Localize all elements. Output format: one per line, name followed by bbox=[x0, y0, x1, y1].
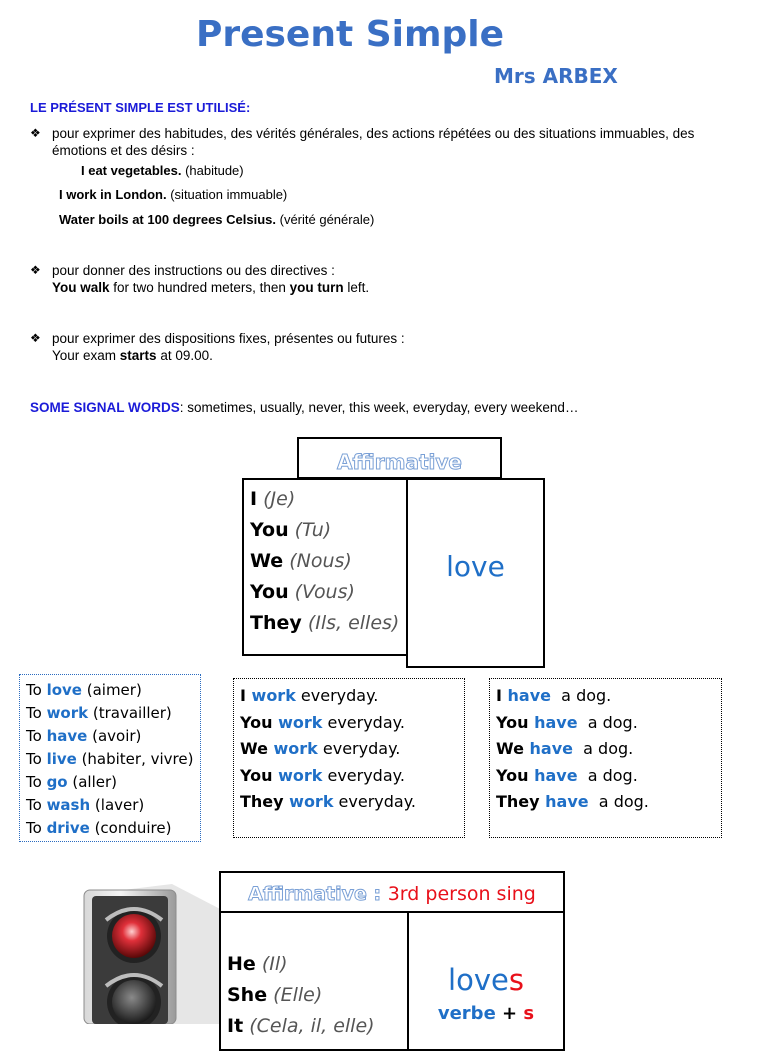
bullet-habits bbox=[30, 125, 752, 159]
example-text: at 09.00. bbox=[156, 348, 213, 363]
verb-list-item bbox=[26, 702, 200, 725]
verb-list-item bbox=[26, 725, 200, 748]
author-name: Mrs ARBEX bbox=[494, 64, 618, 88]
pronoun-en: You bbox=[250, 519, 289, 541]
third-person-verb-box bbox=[407, 911, 565, 1051]
subject: We bbox=[240, 739, 274, 758]
subject: You bbox=[496, 765, 535, 785]
pronoun-row bbox=[250, 515, 406, 546]
to-label: To bbox=[26, 681, 47, 699]
example-bold: Water boils at 100 degrees Celsius. bbox=[59, 212, 276, 227]
rule-plus: + bbox=[495, 1003, 524, 1024]
example-sentence bbox=[240, 763, 464, 790]
sentence-rest: everyday. bbox=[333, 792, 416, 811]
diamond-bullet-icon: ❖ bbox=[30, 263, 41, 277]
pronoun-en: They bbox=[250, 612, 302, 634]
example-sentence bbox=[240, 710, 464, 737]
verb-list-item bbox=[26, 794, 200, 817]
verb-rule bbox=[409, 1003, 563, 1024]
third-person-pronoun-box bbox=[219, 911, 409, 1051]
subject: You bbox=[240, 712, 279, 732]
example-sentence bbox=[240, 736, 464, 763]
work-examples-box bbox=[233, 678, 465, 838]
verb-translation: (travailler) bbox=[88, 704, 172, 722]
pronoun-row bbox=[250, 577, 406, 608]
verb-list-item bbox=[26, 771, 200, 794]
sentence-rest: a dog. bbox=[551, 686, 612, 705]
pronoun-en: He bbox=[227, 953, 256, 975]
verb-word: have bbox=[545, 792, 589, 811]
verb-word: live bbox=[46, 750, 77, 768]
verb-loves bbox=[409, 963, 563, 997]
example-sentence bbox=[496, 763, 721, 790]
verb-word: work bbox=[46, 704, 89, 722]
verb-list-item bbox=[26, 748, 200, 771]
example-note: (habitude) bbox=[181, 163, 244, 178]
subject: They bbox=[496, 792, 546, 811]
to-label: To bbox=[26, 727, 47, 745]
affirmative-label: Affirmative bbox=[337, 450, 462, 474]
pronoun-fr: (Tu) bbox=[294, 519, 332, 541]
example-bold: you turn bbox=[289, 280, 344, 295]
pronoun-fr: (Je) bbox=[263, 488, 296, 510]
verb-word: love bbox=[46, 681, 82, 699]
pronoun-fr: (Vous) bbox=[294, 581, 355, 603]
verb-word: work bbox=[289, 792, 334, 811]
to-label: To bbox=[26, 773, 47, 791]
subject: You bbox=[240, 765, 279, 785]
to-label: To bbox=[26, 704, 47, 722]
third-person-header bbox=[219, 871, 565, 913]
pronoun-fr: (Elle) bbox=[273, 984, 323, 1006]
example-sentence bbox=[496, 683, 721, 710]
verb-word: have bbox=[534, 712, 578, 732]
pronoun-en: It bbox=[227, 1015, 244, 1037]
pronoun-box bbox=[242, 478, 408, 656]
sentence-rest: everyday. bbox=[322, 712, 405, 732]
pronoun-en: You bbox=[250, 581, 289, 603]
verb-translation: (conduire) bbox=[89, 819, 172, 837]
subject: We bbox=[496, 739, 530, 758]
to-label: To bbox=[26, 819, 47, 837]
third-person-label: 3rd person sing bbox=[387, 883, 536, 905]
example-bold: I eat vegetables. bbox=[81, 163, 182, 178]
example-note: (situation immuable) bbox=[166, 187, 288, 202]
subject: They bbox=[240, 792, 290, 811]
sentence-rest: everyday. bbox=[295, 686, 379, 705]
to-label: To bbox=[26, 796, 47, 814]
affirmative-header bbox=[297, 437, 502, 479]
example-line bbox=[59, 212, 374, 227]
verb-word: wash bbox=[46, 796, 91, 814]
example-text: for two hundred meters, then bbox=[109, 280, 290, 295]
verb-word: drive bbox=[46, 819, 90, 837]
signal-list: : sometimes, usually, never, this week, everyday, every weekend… bbox=[179, 400, 579, 415]
verb-list-item bbox=[26, 817, 200, 840]
verb-love: love bbox=[446, 550, 505, 583]
verb-translation: (habiter, vivre) bbox=[76, 750, 194, 768]
diamond-bullet-icon: ❖ bbox=[30, 126, 41, 140]
verb-list-box bbox=[19, 674, 201, 842]
pronoun-row bbox=[250, 608, 406, 639]
pronoun-row bbox=[227, 980, 407, 1011]
verb-stem: love bbox=[448, 963, 509, 997]
example-bold: starts bbox=[119, 348, 157, 363]
pronoun-fr: (Ils, elles) bbox=[307, 612, 400, 634]
verb-word: have bbox=[507, 686, 551, 705]
verb-translation: (avoir) bbox=[87, 727, 142, 745]
verb-word: work bbox=[273, 739, 318, 758]
verb-translation: (aller) bbox=[67, 773, 118, 791]
pronoun-row bbox=[250, 484, 406, 515]
pronoun-en: She bbox=[227, 984, 268, 1006]
sentence-rest: everyday. bbox=[322, 765, 405, 785]
verb-ending: s bbox=[508, 963, 524, 997]
pronoun-fr: (Nous) bbox=[289, 550, 352, 572]
sentence-rest: a dog. bbox=[577, 765, 638, 785]
example-text: left. bbox=[343, 280, 370, 295]
sentence-rest: a dog. bbox=[572, 739, 634, 758]
pronoun-en: We bbox=[250, 550, 284, 572]
verb-word: work bbox=[251, 686, 296, 705]
page-title: Present Simple bbox=[195, 14, 505, 55]
to-label: To bbox=[26, 750, 47, 768]
bullet-arrangements bbox=[30, 330, 752, 364]
verb-translation: (laver) bbox=[90, 796, 145, 814]
pronoun-fr: (Cela, il, elle) bbox=[249, 1015, 375, 1037]
sentence-rest: everyday. bbox=[317, 739, 401, 758]
pronoun-row bbox=[227, 949, 407, 980]
example-note: (vérité générale) bbox=[276, 212, 375, 227]
example-sentence bbox=[496, 736, 721, 763]
verb-word: work bbox=[278, 712, 323, 732]
verb-word: go bbox=[46, 773, 68, 791]
subject: I bbox=[240, 686, 252, 705]
example-text: Your exam bbox=[52, 348, 120, 363]
example-line bbox=[59, 187, 287, 202]
pronoun-row bbox=[250, 546, 406, 577]
sentence-rest: a dog. bbox=[577, 712, 638, 732]
rule-s: s bbox=[523, 1003, 535, 1024]
bullet-text: pour exprimer des dispositions fixes, présentes ou futures : bbox=[52, 331, 405, 346]
have-examples-box bbox=[489, 678, 722, 838]
subject: You bbox=[496, 712, 535, 732]
example-bold: I work in London. bbox=[59, 187, 167, 202]
usage-heading: LE PRÉSENT SIMPLE EST UTILISÉ: bbox=[30, 100, 251, 115]
bullet-instructions bbox=[30, 262, 752, 296]
bullet-text: pour exprimer des habitudes, des vérités générales, des actions répétées ou des situations immuables, des émotions et des désirs : bbox=[52, 126, 695, 158]
example-sentence bbox=[240, 683, 464, 710]
example-line bbox=[81, 163, 244, 178]
signal-label: SOME SIGNAL WORDS bbox=[30, 400, 180, 415]
sentence-rest: a dog. bbox=[588, 792, 649, 811]
pronoun-en: I bbox=[250, 488, 258, 510]
diamond-bullet-icon: ❖ bbox=[30, 331, 41, 345]
traffic-light-icon bbox=[72, 880, 222, 1024]
example-sentence bbox=[496, 789, 721, 816]
signal-words bbox=[30, 399, 750, 416]
example-bold: You walk bbox=[52, 280, 110, 295]
affirmative-label: Affirmative : bbox=[248, 883, 388, 905]
subject: I bbox=[496, 686, 508, 705]
verb-translation: (aimer) bbox=[81, 681, 142, 699]
verb-word: have bbox=[529, 739, 573, 758]
verb-box bbox=[406, 478, 545, 668]
pronoun-row bbox=[227, 1011, 407, 1042]
verb-word: have bbox=[46, 727, 88, 745]
bullet-text: pour donner des instructions ou des directives : bbox=[52, 263, 335, 278]
example-sentence bbox=[496, 710, 721, 737]
rule-verb: verbe bbox=[437, 1003, 496, 1024]
pronoun-fr: (Il) bbox=[261, 953, 288, 975]
verb-list-item bbox=[26, 679, 200, 702]
example-sentence bbox=[240, 789, 464, 816]
verb-word: work bbox=[278, 765, 323, 785]
verb-word: have bbox=[534, 765, 578, 785]
